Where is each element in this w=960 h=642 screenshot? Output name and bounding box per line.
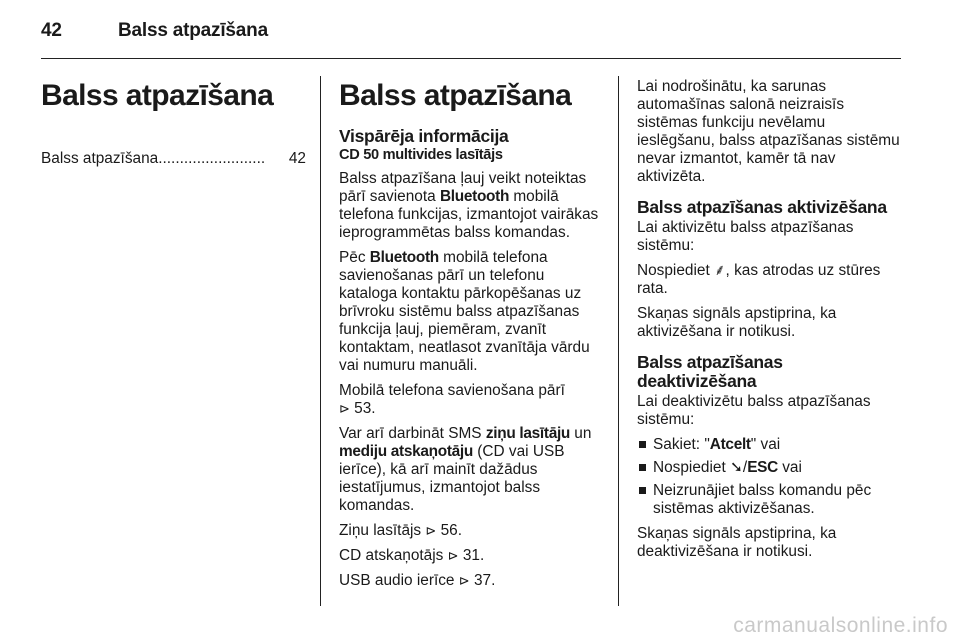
reference-arrow-icon: ⊳ [458, 573, 470, 588]
toc-entry-label: Balss atpazīšana [41, 150, 159, 167]
text: Var arī darbināt SMS [339, 425, 486, 442]
toc-entry[interactable] [41, 150, 306, 168]
text: Nospiediet [637, 262, 714, 279]
paragraph-sms-media [339, 425, 604, 515]
list-item: Neizrunājiet balss komandu pēc sistēmas aktivizēšanas. [637, 482, 905, 518]
reference-arrow-icon: ⊳ [339, 401, 350, 416]
paragraph-press-button [637, 262, 905, 298]
reference-arrow-icon: ⊳ [447, 548, 459, 563]
text: mobilā telefona savienošanas pārī un telefonu kataloga kontaktu pārkopēšanas uz brīvroku sistēmu balss atpazīšanas funkcija ļauj, piemēram, zvanīt kontaktam, neatlasot zvanītāja vārdu vai numuru manuāli. [339, 249, 590, 374]
general-info-heading: Vispārēja informācija [339, 126, 509, 146]
bluetooth-term: Bluetooth [439, 188, 510, 205]
reference-arrow-icon: ⊳ [425, 523, 437, 538]
column-divider-1 [320, 76, 321, 606]
paragraph-deactivate-intro: Lai deaktivizētu balss atpazīšanas sistēmu: [637, 393, 871, 428]
paragraph-phonebook [339, 249, 604, 375]
chapter-title: Balss atpazīšana [41, 79, 274, 112]
header-rule [41, 58, 901, 59]
activation-heading: Balss atpazīšanas aktivizēšana [637, 197, 887, 217]
voice-command-button-icon: ⸙ [714, 262, 726, 279]
text: un [570, 425, 592, 442]
cd50-subheading: CD 50 multivides lasītājs [339, 147, 503, 163]
column-divider-2 [618, 76, 619, 606]
esc-button-term: ESC [747, 459, 778, 476]
running-title: Balss atpazīšana [118, 20, 268, 41]
mute-call-button-icon: ➘ [730, 459, 743, 476]
paragraph-deactivate-confirm: Skaņas signāls apstiprina, ka deaktivizēšana ir notikusi. [637, 525, 837, 560]
text: Mobilā telefona savienošana pārī [339, 382, 565, 399]
text: CD atskaņotājs [339, 547, 448, 564]
paragraph-activation-note: Lai nodrošinātu, ka sarunas automašīnas salonā neizraisīs sistēmas funkciju nevēlamu ieslēgšanu, balss atpazīšanas sistēmu nevar izmantot, kamēr tā nav aktivizēta. [637, 78, 900, 185]
media-player-term: mediju atskaņotāju [339, 443, 474, 460]
cross-reference-message-reader[interactable] [339, 522, 604, 540]
text: , kas atrodas uz stūres rata. [637, 262, 881, 297]
page-ref: 31. [458, 547, 485, 564]
text: Ziņu lasītājs [339, 522, 426, 539]
toc-leader-dots: ......................... [158, 150, 266, 167]
content-column-1 [339, 78, 604, 597]
page-number: 42 [41, 20, 62, 41]
text: mobilā telefona funkcijas, izmantojot vairākas ieprogrammētas balss komandas. [339, 188, 599, 241]
text: / [742, 459, 748, 476]
page-ref: 56. [436, 522, 462, 539]
text: Sakiet: " [653, 436, 710, 453]
text: vai [777, 459, 802, 476]
list-item [637, 436, 905, 454]
page-header [41, 20, 901, 50]
text: (CD vai USB ierīce), kā arī mainīt dažādus iestatījumus, izmantojot balss komandas. [339, 443, 565, 514]
bluetooth-term: Bluetooth [369, 249, 439, 266]
content-column-2 [637, 78, 905, 568]
page-ref: 53. [349, 400, 376, 417]
toc-entry-page: 42 [288, 150, 306, 167]
section-heading: Balss atpazīšana [339, 79, 572, 112]
text: " vai [750, 436, 781, 453]
cross-reference-pairing[interactable] [339, 382, 604, 418]
text: Balss atpazīšana ļauj veikt noteiktas pārī savienota [339, 170, 587, 205]
paragraph-voice-intro [339, 170, 604, 242]
page-ref: 37. [469, 572, 496, 589]
paragraph-activate-confirm: Skaņas signāls apstiprina, ka aktivizēšana ir notikusi. [637, 305, 837, 340]
list-item [637, 459, 905, 477]
deactivation-options-list [637, 436, 905, 518]
site-watermark: carmanualsonline.info [733, 614, 948, 637]
cancel-command-term: Atcelt [709, 436, 751, 453]
message-reader-term: ziņu lasītāju [485, 425, 571, 442]
deactivation-heading: Balss atpazīšanas deaktivizēšana [637, 352, 783, 391]
chapter-contents-column [41, 78, 306, 168]
cross-reference-usb-audio[interactable] [339, 572, 604, 590]
cross-reference-cd-player[interactable] [339, 547, 604, 565]
paragraph-activate-intro: Lai aktivizētu balss atpazīšanas sistēmu: [637, 219, 854, 254]
text: USB audio ierīce [339, 572, 459, 589]
text: Pēc [339, 249, 370, 266]
text: Nospiediet [653, 459, 730, 476]
